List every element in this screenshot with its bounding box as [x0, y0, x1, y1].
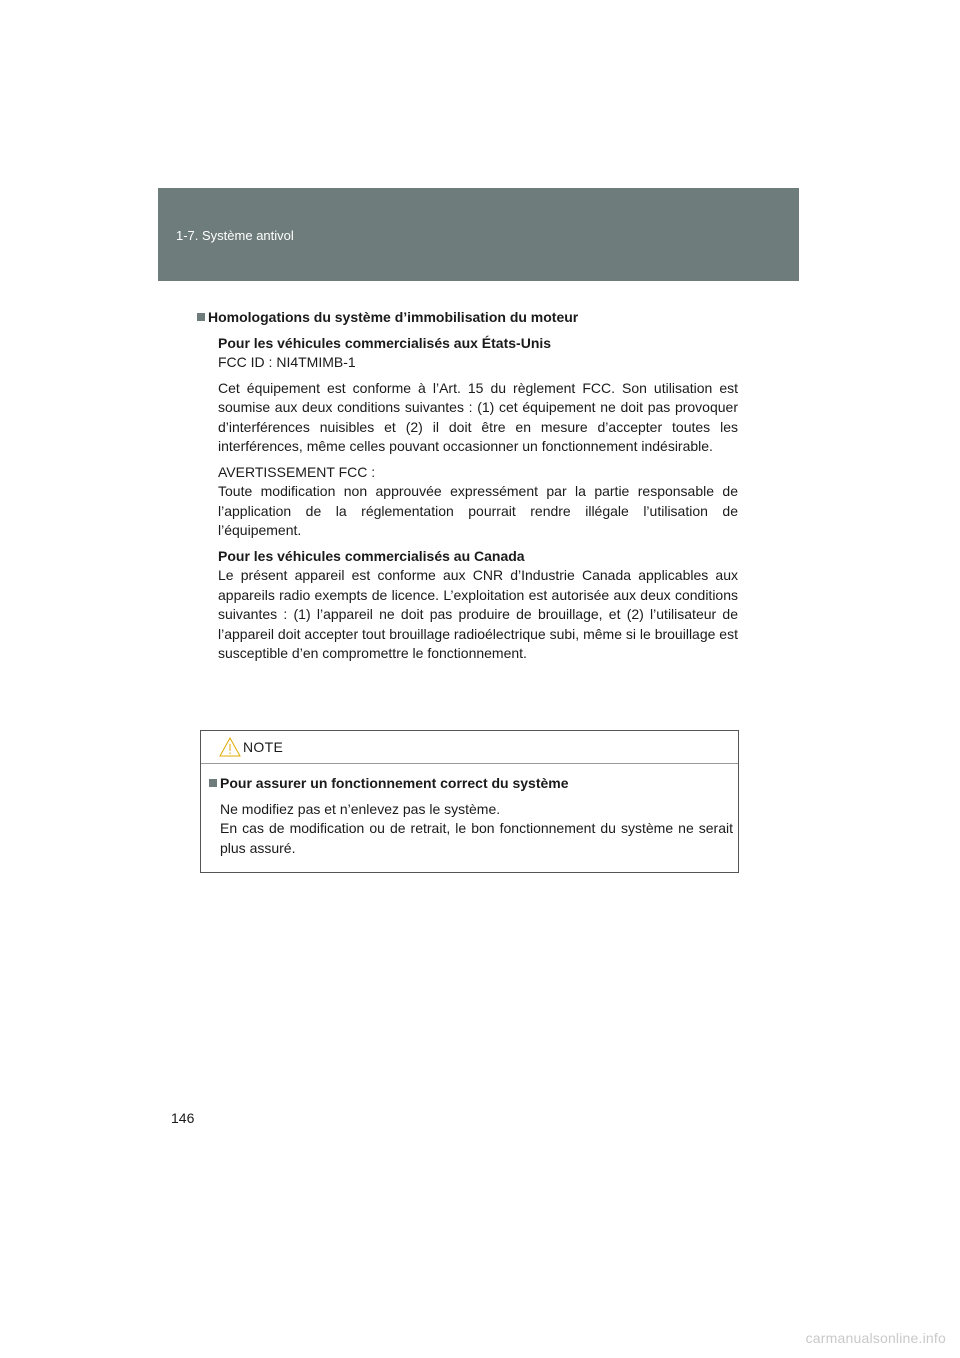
note-heading	[209, 774, 733, 794]
note-header	[201, 731, 738, 764]
note-heading-text: Pour assurer un fonctionnement correct du système	[220, 775, 569, 791]
square-bullet-icon	[197, 313, 205, 321]
note-box	[200, 730, 739, 873]
main-content	[208, 308, 738, 664]
warning-text: Toute modification non approuvée expressément par la partie responsable de l’application de la réglementation pourrait rendre illégale l’utilisation de l’équipement.	[218, 483, 738, 538]
note-label: NOTE	[243, 739, 284, 755]
canada-title: Pour les véhicules commercialisés au Canada	[218, 547, 525, 564]
fcc-id: FCC ID : NI4TMIMB-1	[218, 354, 356, 370]
section-heading	[197, 308, 738, 328]
note-line-1: Ne modifiez pas et n’enlevez pas le système.	[220, 800, 501, 817]
warning-title: AVERTISSEMENT FCC :	[218, 463, 376, 480]
note-line-2: En cas de modification ou de retrait, le bon fonctionnement du système ne serait plus assuré.	[220, 820, 733, 856]
us-title: Pour les véhicules commercialisés aux États-Unis	[218, 334, 552, 351]
canada-text: Le présent appareil est conforme aux CNR d’Industrie Canada applicables aux appareils radio exempts de licence. L’exploitation est autorisée aux deux conditions suivantes : (1) l’appareil ne doit pas produire de brouillage, et (2) l’utilisateur de l’appareil doit accepter tout brouillage radioélectrique subi, même si le brouillage est susceptible d’en compromettre le fonctionnement.	[218, 567, 738, 661]
header-band	[158, 188, 799, 281]
note-body	[209, 774, 733, 858]
section-title: 1-7. Système antivol	[176, 228, 294, 243]
page-number: 146	[171, 1110, 195, 1126]
warning-triangle-icon	[219, 737, 241, 757]
heading-text: Homologations du système d’immobilisation du moteur	[208, 309, 579, 325]
us-text: Cet équipement est conforme à l’Art. 15 du règlement FCC. Son utilisation est soumise aux deux conditions suivantes : (1) cet équipement ne doit pas provoquer d’interférences nuisibles et (2) il doit être en mesure d’accepter toutes les interférences, même celles pouvant occasionner un fonctionnement indésirable.	[218, 379, 738, 454]
watermark: carmanualsonline.info	[805, 1330, 946, 1346]
square-bullet-icon	[209, 779, 217, 787]
